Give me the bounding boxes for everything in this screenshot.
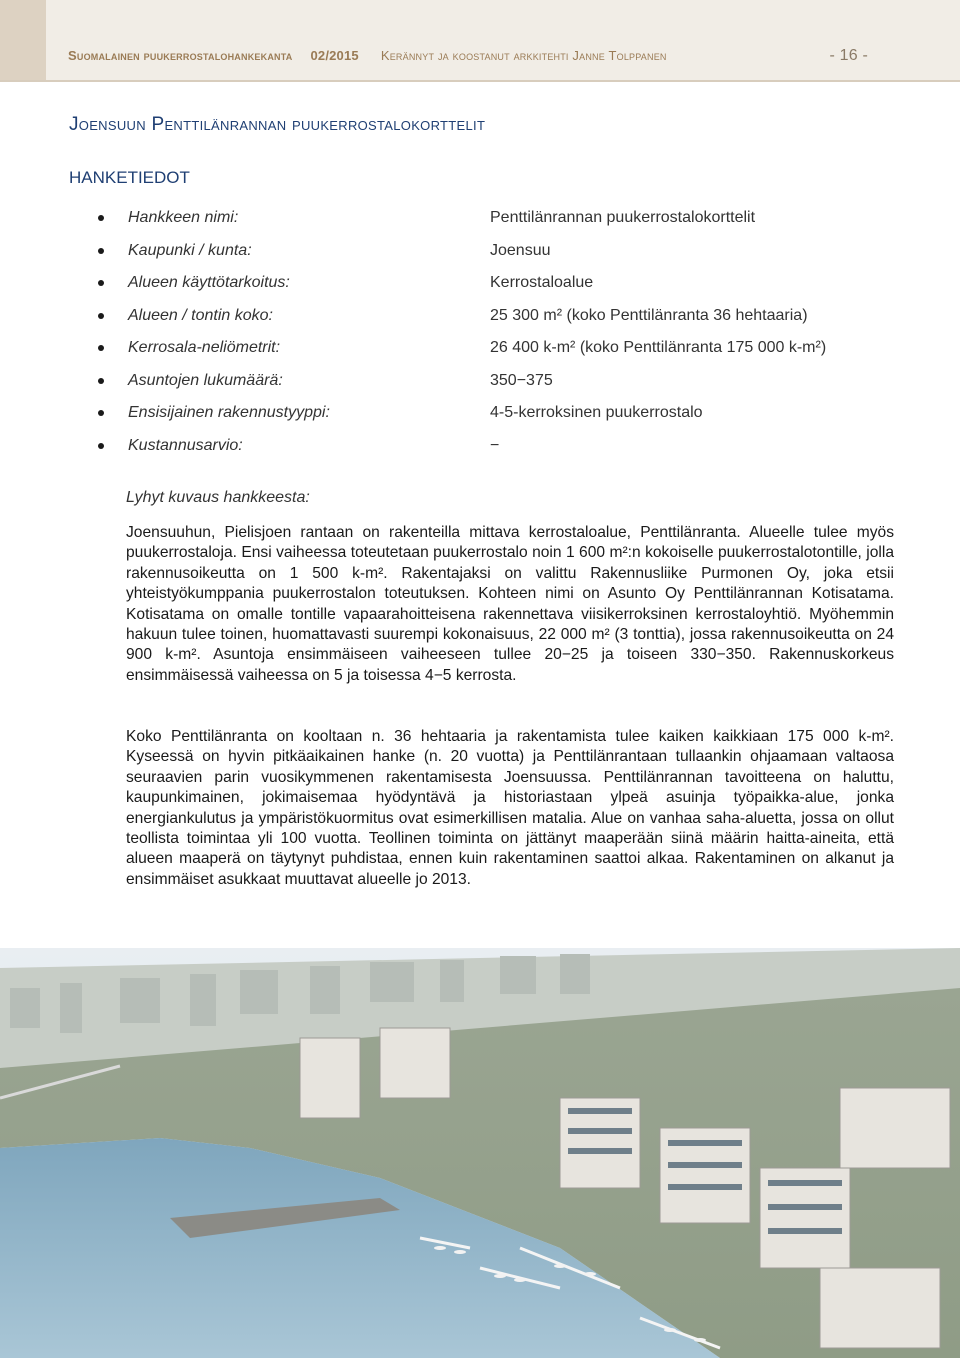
fact-label: Kustannusarvio:	[128, 436, 243, 454]
fact-value: 4-5-kerroksinen puukerrostalo	[490, 404, 703, 421]
fact-item	[98, 304, 898, 337]
section-heading: HANKETIEDOT	[69, 168, 190, 187]
project-facts-list	[98, 206, 898, 466]
bullet-icon	[98, 280, 104, 286]
bullet-icon	[98, 248, 104, 254]
publication-title: Suomalainen puukerrostalohankekanta	[68, 48, 293, 63]
bullet-icon	[98, 443, 104, 449]
issue-number: 02/2015	[310, 48, 359, 63]
fact-item	[98, 434, 898, 467]
fact-label: Kaupunki / kunta:	[128, 241, 252, 259]
fact-value: 350−375	[490, 371, 553, 389]
compiler-credit: Kerännyt ja koostanut arkkitehti Janne Tolppanen	[380, 48, 667, 63]
fact-label: Alueen käyttötarkoitus:	[128, 274, 290, 291]
bullet-icon	[98, 410, 104, 416]
fact-label: Ensisijainen rakennustyyppi:	[128, 404, 330, 421]
page-header	[0, 0, 960, 82]
header-accent-bar	[0, 0, 46, 80]
fact-value: −	[490, 436, 500, 454]
bullet-icon	[98, 313, 104, 319]
fact-value: 26 400 k-m² (koko Penttilänranta 175 000 k-m²)	[490, 339, 827, 356]
bullet-icon	[98, 215, 104, 221]
page-number: - 16 -	[829, 47, 868, 64]
fact-item	[98, 206, 898, 239]
fact-value: Kerrostaloalue	[490, 274, 594, 291]
page-title: Joensuun Penttilänrannan puukerrostalokorttelit	[69, 114, 486, 135]
bullet-icon	[98, 345, 104, 351]
description-paragraph: Joensuuhun, Pielisjoen rantaan on rakenteilla mittava kerrostaloalue, Penttilänranta. Alueelle tulee myös puukerrostaloja. Ensi vaiheessa toteutetaan puukerrostalo noin 1 600 m²:n kokoiselle puukerrostalotontille, jolla rakennusoikeutta on 1 500 k-m². Rakentajaksi on valittu Rakennusliike Purmonen Oy, joka etsii yhteistyökumppania puukerrostalon toteutuksen. Kohteen nimi on Asunto Oy Penttilänrannan Kotisatama. Kotisatama on omalle tontille vapaarahoitteisena rakennettava viisikerroksinen kerrostaloyhtiö. Myöhemmin hakuun tulee toinen, huomattavasti suurempi kokonaisuus, 22 000 m² (3 tonttia), jossa rakennusoikeutta on 24 900 k-m². Asuntoja ensimmäiseen vaiheeseen tullee 20−25 ja toiseen 330−350. Rakennuskorkeus ensimmäisessä vaiheessa on 5 ja toisessa 4−5 kerrosta.	[126, 524, 894, 684]
fact-value: 25 300 m² (koko Penttilänranta 36 hehtaaria)	[490, 306, 808, 324]
fact-item	[98, 336, 898, 369]
fact-value: Joensuu	[490, 241, 551, 259]
fact-value: Penttilänrannan puukerrostalokorttelit	[490, 209, 756, 226]
fact-label: Alueen / tontin koko:	[128, 306, 273, 324]
aerial-rendering-image	[0, 948, 960, 1358]
fact-label: Kerrosala-neliömetrit:	[128, 339, 281, 356]
fact-item	[98, 239, 898, 272]
fact-item	[98, 401, 898, 434]
fact-item	[98, 369, 898, 402]
description-paragraph: Koko Penttilänranta on kooltaan n. 36 hehtaaria ja rakentamista tulee kaiken kaikkiaan 175 000 k-m². Kyseessä on hyvin pitkäaikainen hanke (n. 20 vuotta) ja Penttilänrantaan tullaankin ohjaamaan valtaosa seuraavien parin vuosikymmenen rakentamisesta Joensuussa. Penttilänrannan tavoitteena on haluttu, kaupunkimainen, jokimaisemaa hyödyntävä ja historiastaan ylpeä asuinja työpaikka-alue, jonka energiankulutus ja ympäristökuormitus ovat esimerkillisen matalia. Alue on vanhaa saha-aluetta, jossa on ollut teollista toimintaa yli 100 vuotta. Teollinen toiminta on jättänyt maaperään siinä määrin haitta-aineita, että alueen maaperä on täytynyt puhdistaa, ennen kuin rakentaminen saattoi alkaa. Rakentaminen on alkanut ja ensimmäiset asukkaat muuttavat alueelle jo 2013.	[126, 728, 894, 888]
fact-label: Asuntojen lukumäärä:	[128, 371, 283, 389]
header-line	[68, 47, 868, 67]
fact-item	[98, 271, 898, 304]
description-label: Lyhyt kuvaus hankkeesta:	[126, 489, 310, 506]
bullet-icon	[98, 378, 104, 384]
fact-label: Hankkeen nimi:	[128, 209, 239, 226]
